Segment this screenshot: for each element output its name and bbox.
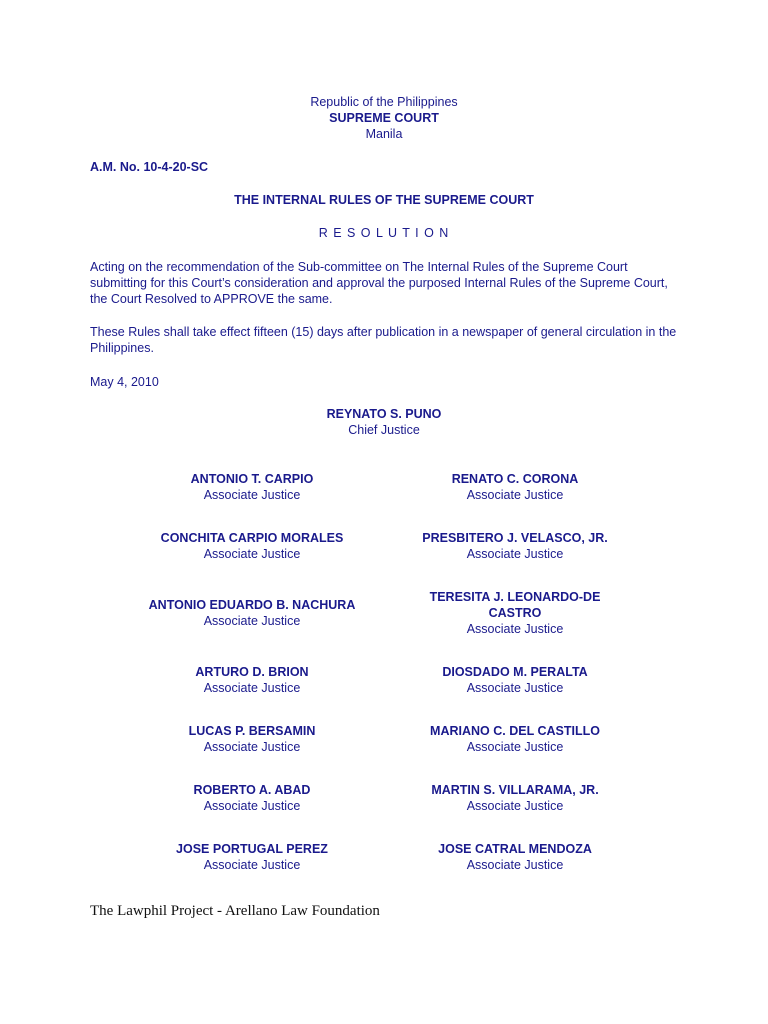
justice-signature xyxy=(122,664,382,696)
justice-name: MARIANO C. DEL CASTILLO xyxy=(430,724,600,738)
justice-signature xyxy=(385,723,645,755)
justice-title: Associate Justice xyxy=(203,488,301,502)
justice-name: JOSE PORTUGAL PEREZ xyxy=(176,842,328,856)
justice-title: Associate Justice xyxy=(203,740,301,754)
justice-name: TERESITA J. LEONARDO-DE CASTRO xyxy=(429,590,601,620)
justice-signature xyxy=(385,471,645,503)
justice-name: CONCHITA CARPIO MORALES xyxy=(160,531,344,545)
case-number: A.M. No. 10-4-20-SC xyxy=(90,160,209,174)
justice-title: Associate Justice xyxy=(466,858,564,872)
justice-signature xyxy=(122,471,382,503)
paragraph-2: These Rules shall take effect fifteen (15) days after publication in a newspaper of general circulation in the Philippines. xyxy=(90,325,677,355)
justice-title: Associate Justice xyxy=(466,622,564,636)
justice-title: Associate Justice xyxy=(466,681,564,695)
justice-name: PRESBITERO J. VELASCO, JR. xyxy=(422,531,608,545)
justice-signature xyxy=(122,841,382,873)
resolution-date: May 4, 2010 xyxy=(90,375,159,389)
justice-title: Associate Justice xyxy=(466,740,564,754)
justice-title: Associate Justice xyxy=(203,614,301,628)
justice-signature xyxy=(122,597,382,629)
justice-name: RENATO C. CORONA xyxy=(451,472,579,486)
justice-title: Associate Justice xyxy=(203,547,301,561)
justice-name: DIOSDADO M. PERALTA xyxy=(442,665,588,679)
justice-signature xyxy=(122,530,382,562)
justice-name: ANTONIO T. CARPIO xyxy=(190,472,314,486)
justice-title: Associate Justice xyxy=(203,858,301,872)
justice-signature xyxy=(122,723,382,755)
court-name: SUPREME COURT xyxy=(329,111,439,125)
justice-title: Associate Justice xyxy=(466,488,564,502)
chief-justice-signature xyxy=(254,406,514,438)
justice-name: MARTIN S. VILLARAMA, JR. xyxy=(431,783,599,797)
document-title: THE INTERNAL RULES OF THE SUPREME COURT xyxy=(234,193,534,207)
justice-name: ARTURO D. BRION xyxy=(195,665,309,679)
chief-justice-name: REYNATO S. PUNO xyxy=(326,407,442,421)
justice-title: Associate Justice xyxy=(466,799,564,813)
city-line: Manila xyxy=(365,127,403,141)
justice-name: ANTONIO EDUARDO B. NACHURA xyxy=(148,598,356,612)
republic-line: Republic of the Philippines xyxy=(310,95,458,109)
justice-signature xyxy=(385,664,645,696)
chief-justice-title: Chief Justice xyxy=(348,423,420,437)
justice-signature xyxy=(385,530,645,562)
paragraph-1: Acting on the recommendation of the Sub-committee on The Internal Rules of the Supreme Court submitting for this Court’s consideration and approval the purposed Internal Rules of the Supreme Court, the Court Resolved to APPROVE the same. xyxy=(90,260,668,306)
justice-signature xyxy=(385,841,645,873)
justice-signature xyxy=(122,782,382,814)
justice-title: Associate Justice xyxy=(203,799,301,813)
justice-name: LUCAS P. BERSAMIN xyxy=(188,724,316,738)
justice-title: Associate Justice xyxy=(203,681,301,695)
justice-title: Associate Justice xyxy=(466,547,564,561)
page-footer: The Lawphil Project - Arellano Law Foundation xyxy=(90,903,380,919)
justice-name: ROBERTO A. ABAD xyxy=(193,783,311,797)
justice-name: JOSE CATRAL MENDOZA xyxy=(438,842,592,856)
justice-signature xyxy=(385,782,645,814)
justice-signature xyxy=(385,589,645,637)
resolution-heading: R E S O L U T I O N xyxy=(318,226,450,240)
